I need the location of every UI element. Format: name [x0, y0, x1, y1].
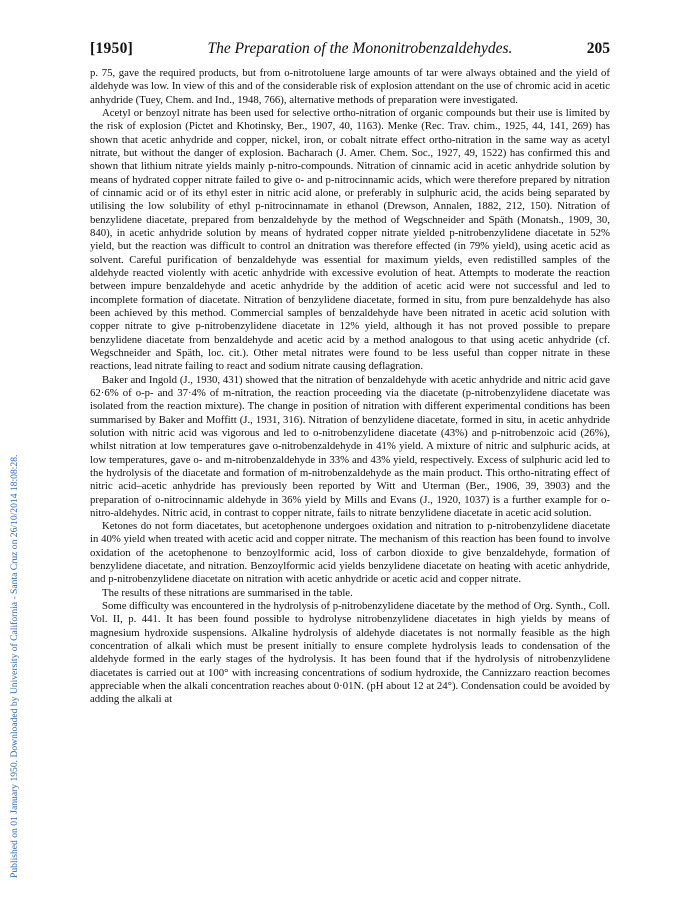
journal-year: [1950]: [90, 40, 134, 57]
paragraph-results: The results of these nitrations are summarised in the table.: [102, 586, 353, 599]
paragraph-ketones: Ketones do not form diacetates, but acetophenone undergoes oxidation and nitration to p-nitrobenzylidene diacetate in 40% yield when treated with acetic acid and copper nitrate. The mechanism of this reaction has been found to involve oxidation of the acetophenone to benzoylformic acid, loss of carbon dioxide to give benzaldehyde, formation of benzylidene diacetate, and nitration. Benzoylformic acid yields benzylidene diacetate on heating with acetic anhydride, and p-nitrobenzylidene diacetate on nitration with acetic anhydride or acetic acid and copper nitrate.: [90, 520, 610, 586]
page-number: 205: [586, 40, 610, 57]
article-body: [90, 67, 610, 707]
download-notice: [7, 140, 23, 910]
running-header: [90, 40, 610, 62]
paragraph-hydrolysis: Some difficulty was encountered in the hydrolysis of p-nitrobenzylidene diacetate by the method of Org. Synth., Coll. Vol. II, p. 441. It has been found possible to hydrolyse nitrobenzylidene diacetates in high yields by means of magnesium hydroxide suspensions. Alkaline hydrolysis of aldehyde diacetates is not normally feasible as the high concentration of alkali which must be present initially to ensure complete hydrolysis leads to condensation of the aldehyde formed in the early stages of the hydrolysis. It has been found that if the hydrolysis of nitrobenzylidene diacetates is carried out at 100° with increasing concentrations of sodium hydroxide, the Cannizzaro reaction becomes appreciable when the alkali concentration reaches about 0·01N. (pH about 12 at 24°). Condensation could be avoided by adding the alkali at: [90, 600, 610, 706]
download-notice-text: Published on 01 January 1950. Downloaded by University of California - Santa Cruz on 26/10/2014 18:08:28.: [9, 454, 20, 878]
paragraph-baker-ingold: Baker and Ingold (J., 1930, 431) showed that the nitration of benzaldehyde with acetic anhydride and nitric acid gave 62·6% of o-p- and 37·4% of m-nitration, the reaction proceeding via the diacetate (p-nitrobenzylidene diacetate was isolated from the reaction mixture). The change in position of nitration with different experimental conditions has been summarised by Baker and Moffitt (J., 1931, 316). Nitration of benzylidene diacetate, formed in situ, in acetic anhydride solution with nitric acid was vigorous and led to o-nitrobenzylidene diacetate (43%) and p-nitrobenzoic acid (26%), whilst nitration at low temperatures gave o-nitrobenzaldehyde in 41% yield. A mixture of nitric and sulphuric acids, at low temperatures, gave o- and m-nitrobenzaldehyde in 33% and 43% yield, respectively. Excess of sulphuric acid led to the hydrolysis of the diacetate and formation of m-nitrobenzaldehyde as the main product. This ortho-nitrating effect of nitric acid–acetic anhydride has previously been reported by Witt and Uterman (Ber., 1906, 39, 3903) and the preparation of o-nitrocinnamic aldehyde in 36% yield by Mills and Evans (J., 1920, 1037) is a further example for o-nitro-aldehydes. Nitric acid, in contrast to copper nitrate, fails to nitrate benzylidene diacetate in acetic acid solution.: [90, 373, 610, 519]
paragraph-acetyl-nitrate: Acetyl or benzoyl nitrate has been used for selective ortho-nitration of organic compounds but their use is limited by the risk of explosion (Pictet and Khotinsky, Ber., 1907, 40, 1163). Menke (Rec. Trav. chim., 1925, 44, 141, 269) has shown that acetic anhydride and copper, nickel, iron, or cobalt nitrate effect ortho-nitration in the same way as acetyl nitrate, but without the danger of explosion. Bacharach (J. Amer. Chem. Soc., 1927, 49, 1522) has confirmed this and shown that lithium nitrate yields mainly p-nitro-compounds. Nitration of cinnamic acid in acetic anhydride solution by means of hydrated copper nitrate failed to give o- and p-nitrocinnamic acids, which were therefore prepared by nitration of cinnamic acid or of its ethyl ester in nitric acid alone, or preferably in sulphuric acid, the acids being separated by utilising the low solubility of ethyl p-nitrocinnamate in ethanol (Drewson, Annalen, 1882, 212, 150). Nitration of benzylidene diacetate, prepared from benzaldehyde by the method of Wegschneider and Späth (Monatsh., 1909, 30, 840), in acetic anhydride solution by means of hydrated copper nitrate yielded p-nitrobenzylidene diacetate in 52% yield, but the reaction was difficult to control an dnitration was therefore effected (in 79% yield), using acetic acid as solvent. Careful purification of benzaldehyde was essential for maximum yields, even redistilled samples of the aldehyde reacted violently with acetic anhydride with excessive evolution of heat. Attempts to moderate the reaction between impure benzaldehyde and acetic anhydride by the addition of acetic acid were not successful and led to incomplete formation of diacetate. Nitration of benzylidene diacetate, formed in situ, from pure benzaldehyde has also been achieved by this method. Commercial samples of benzaldehyde have been nitrated in acetic acid solution with copper nitrate to give p-nitrobenzylidene diacetate in 12% yield, although it has not proved possible to prepare benzylidene diacetate from benzaldehyde and acetic acid by a method analogous to that using acetic anhydride (cf. Wegschneider and Späth, loc. cit.). Other metal nitrates were found to be less useful than copper nitrate in these reactions, lead nitrate failing to react and sodium nitrate causing deflagration.: [90, 106, 610, 373]
paragraph-continued: p. 75, gave the required products, but from o-nitrotoluene large amounts of tar were always obtained and the yield of aldehyde was low. In view of this and of the considerable risk of explosion attendant on the use of chromic acid in acetic anhydride (Tuey, Chem. and Ind., 1948, 766), alternative methods of preparation were investigated.: [90, 67, 610, 106]
running-title: The Preparation of the Mononitrobenzaldehydes.: [207, 40, 513, 57]
